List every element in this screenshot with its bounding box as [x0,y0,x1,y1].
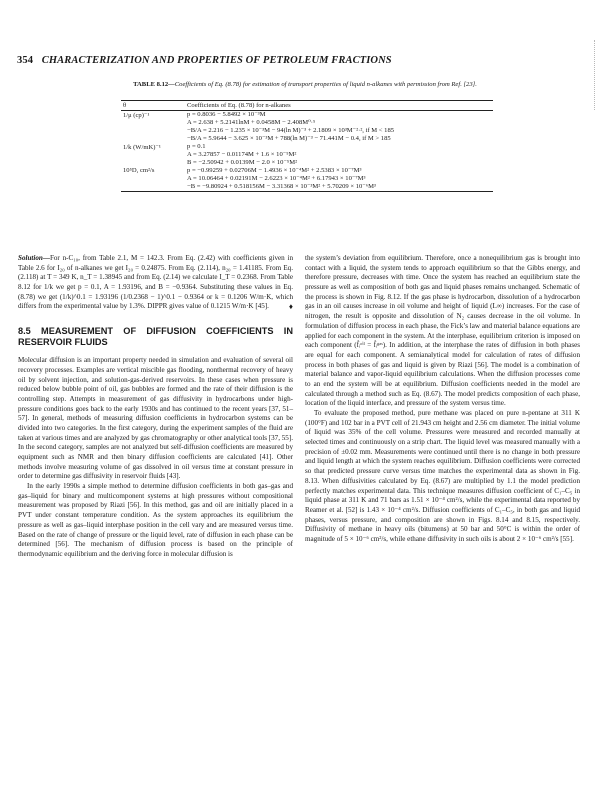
left-column [18,254,293,560]
table-equation-line: −B/A = 5.9644 − 3.625 × 10⁻³M + 788(ln M)⁻³ − 71.441M − 0.4, if M > 185 [187,135,391,143]
table-row-diffusion [121,167,493,191]
table-caption-text: Coefficients of Eq. (8.78) for estimation of transport properties of liquid n-alkanes with permission from Ref. [23]. [174,81,477,88]
body-paragraph: In the early 1990s a simple method to determine diffusion coefficients in both gas–gas and gas–liquid for binary and multicomponent systems at high pressures without compositional measurement was proposed by Riazi [56]. In this method, gas and oil are initially placed in a PVT under constant temperature condition. As the system approaches its equilibrium the pressure as well as gas–liquid interphase position in the cell vary and are measured versus time. Based on the rate of change of pressure or the liquid level, rate of diffusion in each phase can be determined [56]. The mechanism of diffusion process is based on the principle of thermodynamic equilibrium and the deriving force in molecular diffusion is [18,482,293,558]
example-end-icon: ♦ [288,302,293,312]
right-column [305,254,580,545]
body-paragraph: Molecular diffusion is an important property needed in simulation and evaluation of several oil recovery processes. Examples are vertical miscible gas flooding, nonthermal recovery of heavy oil by solvent injection, and solution-gas-derived reservoirs. In these cases when pressure is reduced below bubble point of oil, gas bubbles are formed and the rate of their diffusion is the controlling step. Attempts in measurement of gas diffusivity in hydrocarbons under high-pressure conditions goes back to the early 1930s and has continued to the recent years [37, 51–57]. In general, methods of measuring diffusion coefficients in hydrocarbon systems can be divided into two categories. In the first category, during the experiment samples of the fluid are taken at various times and are analyzed by gas chromatography or other analytical tools [37, 55]. In the second category, samples are not analyzed but self-diffusion coefficients are measured by equipment such as NMR and then binary diffusion coefficients are calculated [41]. Other methods involve measuring volume of gas dissolved in oil versus time at constant pressure in order to determine gas diffusivity in reservoir fluids [43]. [18,356,293,481]
page-number: 354 [17,55,34,66]
table-equation-line: A = 2.638 + 5.2141lnM + 0.0458M − 2.408M⁰·⁵ [187,119,316,127]
table-header-row [121,101,493,111]
table-caption [120,81,490,89]
page-edge-marks [594,40,599,110]
table-header-theta: θ [123,102,127,109]
running-header [17,55,577,66]
body-paragraph: To evaluate the proposed method, pure methane was placed on pure n-pentane at 311 K (100°F) and 102 bar in a PVT cell of 21.943 cm height and 2.56 cm diameter. The initial volume of liquid was 35% of the cell volume. Pressures were measured and recorded manually at selected times and continuously on a strip chart. The liquid level was measured manually with a precision of ±0.02 mm. Measurements were continued until there is no change in both pressure and liquid length at which the system reaches equilibrium. Diffusion coefficients were corrected so that predicted pressure curve versus time matches the experimental data as shown in Fig. 8.13. When diffusivities calculated by Eq. (8.67) are multiplied by 1.1 the model prediction perfectly matches experimental data. This technique measures diffusion coefficient of C₁–C₅ in liquid phase at 311 K and 71 bars as 1.51 × 10⁻⁴ cm²/s, while the experimental data reported by Reamer et al. [52] is 1.43 × 10⁻⁴ cm²/s. Diffusion coefficients of C₁–C₅, in both gas and liquid phases, versus pressure, and composition are shown in Figs. 8.14 and 8.15, respectively. Diffusivity of methane in heavy oils (bitumens) at 50 bar and 50°C is within the order of magnitude of 5 × 10⁻⁶ cm²/s, while ethane diffusivity in such oils is about 2 × 10⁻⁶ cm²/s [55]. [305,409,580,543]
table-equation-line: p = −0.99259 + 0.02706M − 1.4936 × 10⁻⁴M² + 2.5383 × 10⁻⁷M³ [187,167,362,175]
body-paragraph: the system’s deviation from equilibrium. Therefore, once a nonequilibrium gas is brought into contact with a liquid, the system tends to approach equilibrium so that the Gibbs energy, and therefore pressure, decreases with time. Once the system has reached an equilibrium state the pressure as well as composition of both gas and liquid phases remains unchanged. Schematic of the process is shown in Fig. 8.12. If the gas phase is hydrocarbon, dissolution of a hydrocarbon gas in an oil causes increase in oil volume and height of liquid (L∞) increases. For the case of nitrogen, the result is opposite and dissolution of N₂ causes decrease in the oil volume. In formulation of diffusion process in each phase, the Fick’s law and material balance equations are applied for each component in the system. At the interphase, equilibrium criterion is imposed on each component (f̂ᵢᵒⁱˡ = f̂ᵢᵍᵃˢ). In addition, at the interphase the rates of diffusion in both phases are equal for each component. A semianalytical model for calculation of rates of diffusion process in both phases of gas and liquid is given by Riazi [56]. The model is a combination of material balance and vapor-liquid equilibrium calculations. When the diffusion processes come to an end the system will be at equilibrium. Diffusion coefficients needed in the model are calculated through a method such as Eq. (8.67). The model predicts composition of each phase, location of the liquid interface, and pressure of the system versus time. [305,254,580,408]
table-property-label: 1/k (W/mK)⁻¹ [123,144,161,152]
table-property-label: 1/μ (cp)⁻¹ [123,112,150,119]
table-equation-line: −B = −9.80924 + 0.518156M − 3.31368 × 10⁻³M² + 5.70209 × 10⁻⁶M³ [187,183,376,191]
solution-paragraph [18,254,293,312]
table-equation-line: p = 0.1 [187,143,206,151]
section-heading: 8.5 MEASUREMENT OF DIFFUSION COEFFICIENTS IN RESERVOIR FLUIDS [18,326,293,348]
table-property-label: 10⁵D, cm²/s [123,167,155,175]
table-caption-label: TABLE 8.12— [133,81,175,88]
table-equation-line: −B/A = 2.216 − 1.235 × 10⁻³M − 94(ln M)⁻³ + 2.1809 × 10³M⁻²·², if M < 185 [187,127,395,135]
table-equation-line: p = 0.8036 − 5.8492 × 10⁻³M [187,111,266,118]
solution-lead: Solution— [18,254,50,262]
coefficients-table [121,100,493,192]
solution-text: For n-C₁₀, from Table 2.1, M = 142.3. From Eq. (2.42) with coefficients given in Table 2.6 for I₂₀ of n-alkanes we get I₂₀ = 0.24875. From Eq. (2.114), n₂₀ = 1.41185. From Eq. (2.118) at T = 349 K, n_T = 1.38945 and from Eq. (2.14) we calculate I_T = 0.2368. From Table 8.12 for 1/k we get p = 0.1, A = 1.93196, and B = −0.9364. Substituting these values in Eq. (8.78) we get (1/k)^0.1 = 1.93196 (1/0.2368 − 1)^0.1 − 0.9364 or k = 0.1206 W/m·K, which differs from the experimental value by 1.3%. DIPPR gives value of 0.1215 W/m·K [45]. [18,254,293,311]
table-equation-line: A = 3.27857 − 0.01174M + 1.6 × 10⁻⁵M² [187,151,297,159]
table-row-thermal-conductivity [121,143,493,167]
table-equation-line: A = 10.06464 + 0.02191M − 2.6223 × 10⁻⁴M² + 6.17943 × 10⁻⁷M³ [187,175,366,183]
table-equation-line: B = −2.50942 + 0.0139M − 2.0 × 10⁻⁵M² [187,159,298,167]
running-title: CHARACTERIZATION AND PROPERTIES OF PETROLEUM FRACTIONS [41,55,392,66]
table-header-coefficients: Coefficients of Eq. (8.78) for n-alkanes [187,102,291,109]
table-row-viscosity [121,111,493,143]
